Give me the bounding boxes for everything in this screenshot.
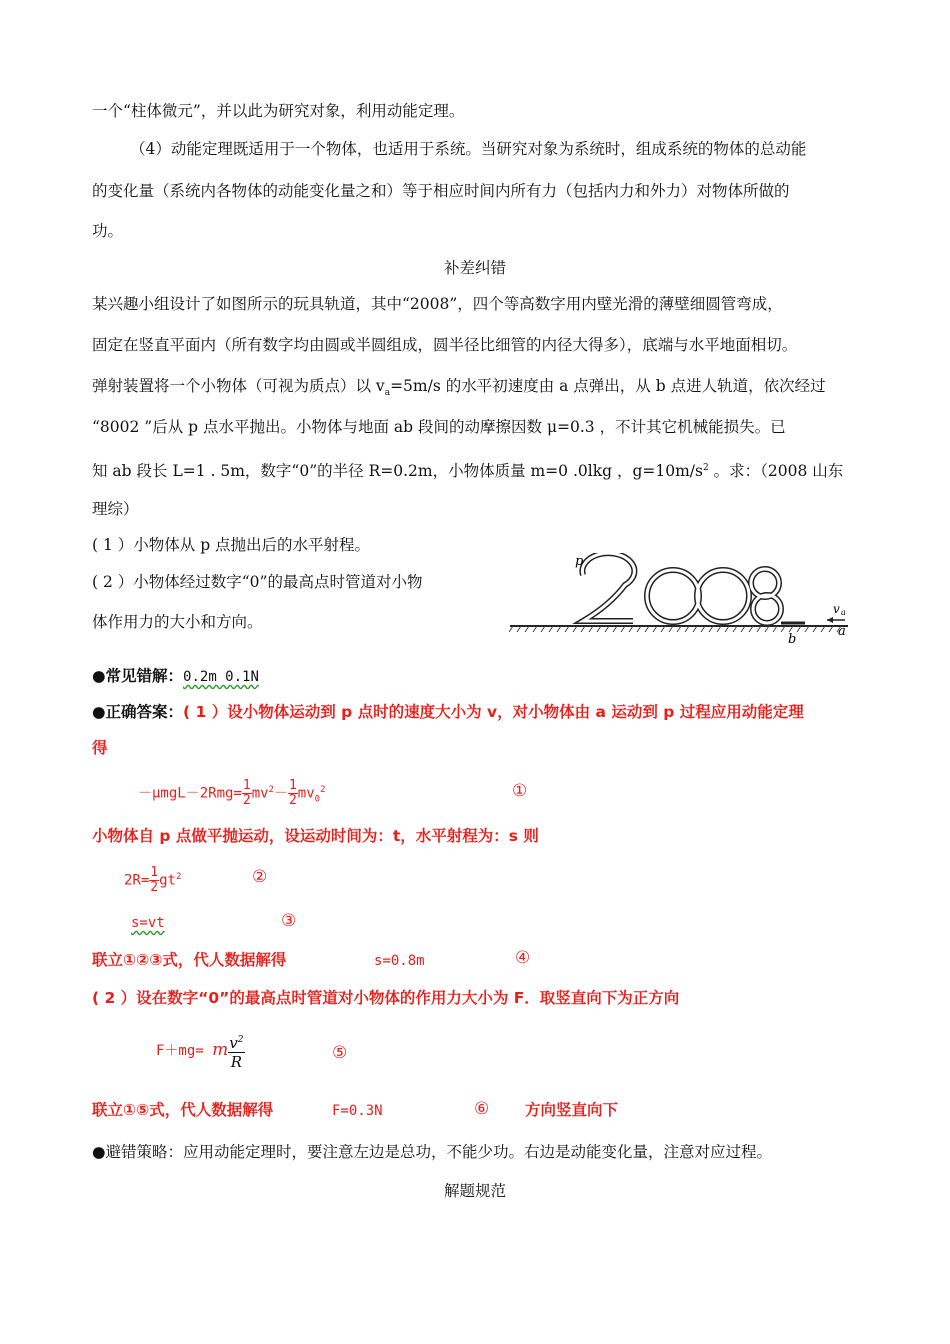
track-figure	[505, 553, 853, 645]
equation-5	[156, 1030, 245, 1071]
intro-line-3: 的变化量（系统内各物体的动能变化量之和）等于相应时间内所有力（包括内力和外力）对物体所做的	[92, 182, 790, 200]
question-2-b: 体作用力的大小和方向。	[92, 613, 263, 631]
problem-line-5-b: 。求：（2008 山东	[708, 462, 844, 481]
eq1-mv0: mv	[297, 785, 315, 802]
digit-2-first	[582, 553, 634, 621]
label-b: b	[788, 632, 797, 645]
g-unit-superscript: 2	[702, 463, 709, 473]
problem-line-6: 理综）	[92, 500, 139, 518]
next-section-title: 解题规范	[443, 1182, 506, 1200]
answer-label: ●正确答案：	[92, 703, 184, 721]
label-v-sub: a	[841, 608, 846, 617]
problem-line-5-a: 知 ab 段长 L=1 . 5m，数字“0”的半径 R=0.2m，小物体质量 m=0 .0lkg ，g=10m/s	[92, 462, 703, 481]
answer-part-1-text: ( 1 ）设小物体运动到 p 点时的速度大小为 v，对小物体由 a 运动到 p 过程应用动能定理	[183, 703, 804, 721]
solve-2-text: 联立①⑤式，代人数据解得	[92, 1101, 274, 1119]
intro-line-4: 功。	[92, 222, 124, 240]
common-error	[92, 666, 259, 687]
solve-1-text: 联立①②③式，代人数据解得	[92, 951, 287, 969]
common-error-value: 0.2m 0.1N	[183, 669, 259, 685]
velocity-arrow-head	[827, 617, 833, 623]
eq1-mv: mv	[251, 785, 269, 802]
mark-5: ⑤	[332, 1043, 348, 1063]
mark-2: ②	[252, 867, 268, 887]
problem-line-3-b: =5m/s 的水平初速度由 a 点弹出，从 b 点进人轨道，依次经过	[390, 377, 826, 395]
eq1-left: －μmgL－2Rmg=	[138, 785, 242, 802]
label-p: p	[575, 554, 584, 569]
solve-2-value: F=0.3N	[332, 1103, 383, 1119]
solve-1-value: s=0.8m	[374, 953, 425, 969]
problem-line-3-a: 弹射装置将一个小物体（可视为质点）以 v	[92, 377, 385, 395]
eq2-frac: $\frac{1}{2}$	[150, 865, 159, 896]
equation-1: －μmgL－2Rmg= $\frac{1}{2}$ $mv^2-$ $\frac{1}{2}$ $mv_0^2$	[138, 778, 326, 809]
question-1: ( 1 ）小物体从 p 点抛出后的水平射程。	[92, 536, 371, 554]
label-a: a	[838, 624, 846, 639]
answer-part-1	[92, 702, 804, 722]
strategy	[92, 1142, 772, 1162]
label-v: v	[833, 602, 840, 616]
eq1-frac-1: $\frac{1}{2}$	[242, 778, 251, 809]
pingpao-line: 小物体自 p 点做平抛运动，设运动时间为：t，水平射程为：s 则	[92, 827, 539, 845]
eq1-frac-2: $\frac{1}{2}$	[288, 778, 297, 809]
track-diagram	[505, 553, 853, 645]
mark-3: ③	[281, 911, 297, 931]
mark-4: ④	[515, 948, 531, 968]
question-2-a: ( 2 ）小物体经过数字“0”的最高点时管道对小物	[92, 573, 423, 591]
mark-6: ⑥	[474, 1099, 490, 1119]
intro-line-1: 一个“柱体微元”，并以此为研究对象，利用动能定理。	[92, 102, 465, 120]
problem-line-2: 固定在竖直平面内（所有数字均由圆或半圆组成，圆半径比细管的内径大得多），底端与水平地面相切。	[92, 336, 798, 354]
intro-line-2: （4）动能定理既适用于一个物体，也适用于系统。当研究对象为系统时，组成系统的物体的总动能	[130, 140, 807, 158]
answer-part-1-cont: 得	[92, 739, 108, 757]
mark-1: ①	[512, 781, 528, 801]
strategy-text: 应用动能定理时，要注意左边是总功，不能少功。右边是动能变化量，注意对应过程。	[183, 1143, 773, 1161]
eq5-frac: $\frac{v^2}{R}$	[228, 1031, 244, 1071]
equation-2: 2R= $\frac{1}{2}$ $gt^2$	[124, 865, 182, 896]
va-subscript: a	[384, 388, 391, 399]
equation-3: s=vt	[131, 915, 165, 931]
section-title: 补差纠错	[443, 259, 506, 277]
problem-line-3	[92, 376, 826, 403]
eq5-m: m	[212, 1040, 229, 1060]
answer-part-2: ( 2 ）设在数字“0”的最高点时管道对小物体的作用力大小为 F．取竖直向下为正方向	[92, 989, 680, 1007]
problem-line-4: “8002 ”后从 p 点水平抛出。小物体与地面 ab 段间的动摩擦因数 μ=0.3 ，不计其它机械能损失。已	[92, 418, 786, 436]
common-error-label: ●常见错解：	[92, 667, 184, 685]
problem-line-1: 某兴趣小组设计了如图所示的玩具轨道，其中“2008”，四个等高数字用内壁光滑的薄壁细圆管弯成，	[92, 295, 783, 313]
eq5-left: F＋mg=	[156, 1043, 204, 1059]
eq2-left: 2R=	[124, 872, 150, 889]
solve-2-direction: 方向竖直向下	[525, 1101, 619, 1119]
problem-line-5	[92, 458, 843, 481]
strategy-label: ●避错策略：	[92, 1143, 184, 1161]
